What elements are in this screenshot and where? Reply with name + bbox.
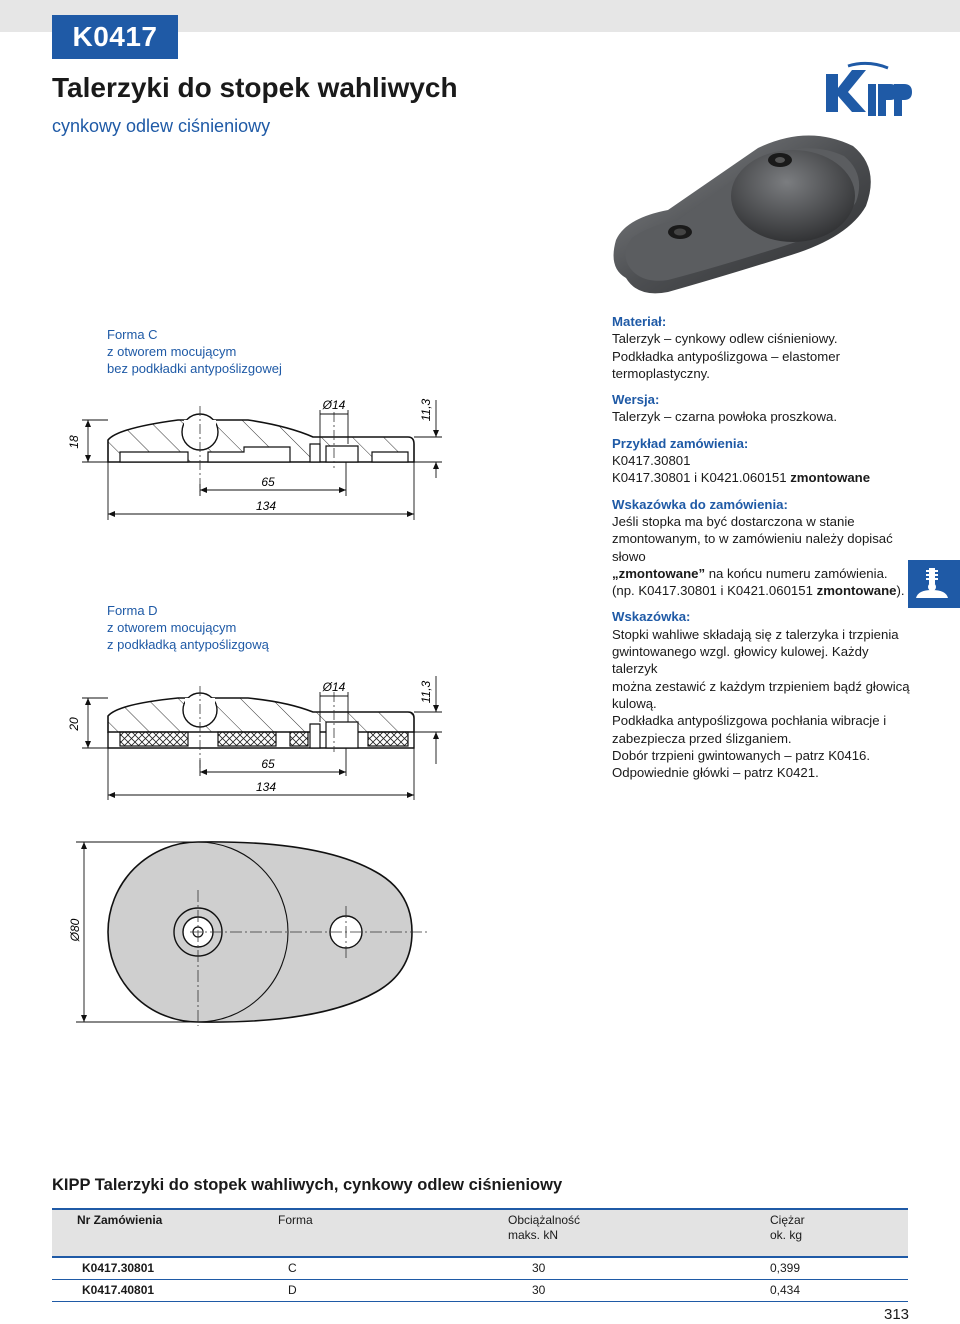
form-d-inner-dim: 65 (261, 757, 275, 771)
material-heading: Materiał: (612, 314, 667, 329)
page-number: 313 (884, 1306, 910, 1323)
table-title: KIPP Talerzyki do stopek wahliwych, cynkowy odlew ciśnieniowy (52, 1176, 563, 1194)
form-d-length-dim: 134 (255, 780, 277, 794)
kipp-logo (818, 60, 914, 122)
hint-line: można zestawić z każdym trzpieniem bądź głowicą (612, 678, 910, 694)
header-order-no: Nr Zamówienia (77, 1213, 163, 1227)
form-c-inner-dim: 65 (261, 475, 275, 489)
hint-line: Podkładka antypoślizgowa pochłania wibracje i (612, 713, 887, 729)
hint-line: Stopki wahliwe składają się z talerzyka i trzpienia (612, 626, 899, 642)
material-line: Talerzyk – cynkowy odlew ciśnieniowy. (612, 331, 838, 347)
hint-heading: Wskazówka: (612, 609, 691, 625)
form-c-thickness-dim: 11,3 (419, 398, 433, 422)
table-header (52, 1208, 908, 1258)
top-view-diameter-dim: Ø80 (68, 918, 82, 942)
version-line: Talerzyk – czarna powłoka proszkowa. (612, 409, 838, 425)
header-load-line: Obciążalność (508, 1213, 581, 1227)
hint-line: gwintowanego wzgl. głowicy kulowej. Każdy talerzyk (612, 644, 869, 677)
form-d-hole-dim: Ø14 (322, 680, 346, 694)
material-section (612, 313, 912, 382)
form-d-label-line: Forma D (107, 603, 158, 618)
page-title: Talerzyki do stopek wahliwych (52, 72, 458, 103)
order-example-line (612, 469, 912, 486)
table-row (52, 1258, 908, 1280)
order-note-line: Jeśli stopka ma być dostarczona w stanie (612, 513, 855, 529)
order-note-section (612, 496, 912, 600)
header-load (508, 1213, 580, 1243)
product-photo (608, 128, 878, 298)
order-example-line: K0417.30801 (612, 453, 691, 469)
order-note-bold: zmontowane (816, 583, 897, 599)
product-code-badge: K0417 (52, 15, 178, 59)
cell-order-no: K0417.30801 (82, 1261, 155, 1275)
header-weight-line: ok. kg (770, 1228, 803, 1242)
hint-section (612, 608, 912, 781)
form-c-length-dim: 134 (255, 499, 277, 513)
side-category-tab (908, 560, 960, 608)
order-example-text: K0417.30801 i K0421.060151 (612, 470, 791, 486)
form-c-drawing (58, 392, 448, 524)
specifications (612, 313, 912, 790)
form-d-thickness-dim: 11,3 (419, 680, 433, 704)
form-c-label-line: z otworem mocującym (107, 344, 237, 359)
header-load-line: maks. kN (508, 1228, 559, 1242)
hint-line: zabezpiecza przed ślizganiem. (612, 730, 792, 746)
form-c-hole-dim: Ø14 (322, 398, 346, 412)
material-line: termoplastyczny. (612, 365, 710, 381)
cell-form: D (288, 1283, 297, 1297)
header-form: Forma (278, 1213, 313, 1227)
hint-line: Odpowiednie główki – patrz K0421. (612, 765, 819, 781)
page-subtitle: cynkowy odlew ciśnieniowy (52, 116, 271, 136)
order-example-section (612, 435, 912, 487)
form-c-label-line: Forma C (107, 327, 158, 342)
version-heading: Wersja: (612, 392, 660, 408)
hint-line: Dobór trzpieni gwintowanych – patrz K0416. (612, 747, 871, 763)
order-note-heading: Wskazówka do zamówienia: (612, 496, 788, 512)
header-weight (770, 1213, 805, 1243)
cell-order-no: K0417.40801 (82, 1283, 155, 1297)
order-note-bold: „zmontowane” (612, 565, 706, 581)
order-example-heading: Przykład zamówienia: (612, 435, 749, 451)
order-note-line (612, 565, 912, 582)
form-d-label (107, 602, 269, 653)
header-weight-line: Ciężar (770, 1213, 805, 1227)
form-d-drawing (58, 672, 448, 804)
form-c-label (107, 326, 282, 377)
cell-load: 30 (532, 1261, 546, 1275)
form-d-label-line: z otworem mocującym (107, 620, 237, 635)
cell-weight: 0,399 (770, 1261, 801, 1275)
version-section (612, 391, 912, 426)
table-row (52, 1280, 908, 1302)
cell-form: C (288, 1261, 297, 1275)
cell-weight: 0,434 (770, 1283, 801, 1297)
top-view-drawing (60, 830, 430, 1030)
form-c-label-line: bez podkładki antypoślizgowej (107, 361, 282, 376)
form-d-label-line: z podkładką antypoślizgową (107, 637, 269, 652)
form-d-height-dim: 20 (67, 717, 81, 731)
order-note-text: (np. K0417.30801 i K0421.060151 (612, 583, 817, 599)
foot-icon (908, 560, 960, 608)
order-example-bold: zmontowane (790, 470, 871, 486)
form-c-height-dim: 18 (67, 435, 81, 449)
hint-line: kulową. (612, 695, 657, 711)
order-note-text: ). (896, 583, 905, 599)
order-note-text: na końcu numeru zamówienia. (705, 565, 888, 581)
cell-load: 30 (532, 1283, 546, 1297)
order-note-line (612, 582, 912, 599)
material-line: Podkładka antypoślizgowa – elastomer (612, 348, 840, 364)
order-note-line: zmontowanym, to w zamówieniu należy dopisać słowo (612, 531, 893, 564)
